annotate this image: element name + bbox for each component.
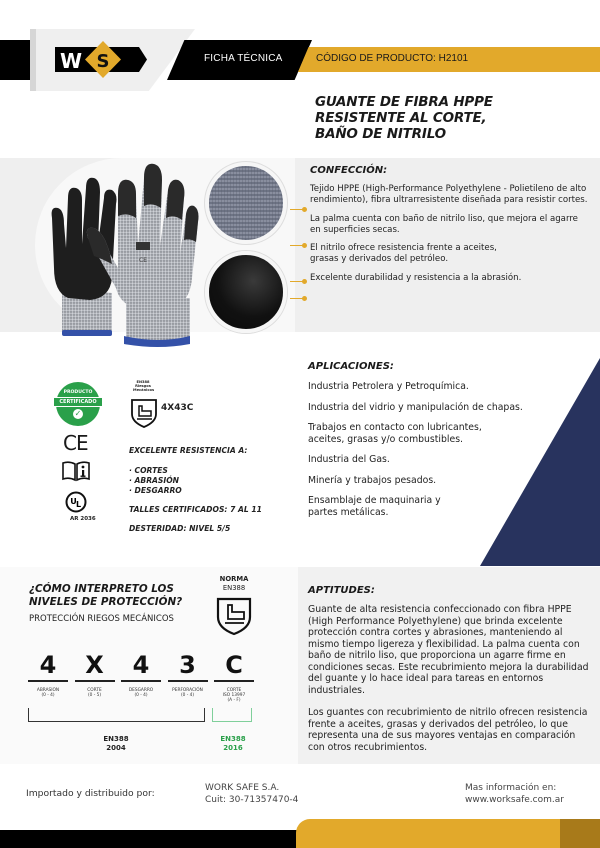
level-abrasion [28, 652, 68, 704]
aplicaciones-heading: APLICACIONES: [308, 361, 394, 372]
aptitudes-body [308, 604, 593, 764]
ul-listed-icon [65, 491, 87, 513]
level-value: C [225, 651, 243, 679]
ws-logo-icon [55, 41, 147, 78]
aplicaciones-item: Industria del vidrio y manipulación de chapas. [308, 401, 523, 413]
dexterity-level: DESTERIDAD: NIVEL 5/5 [129, 524, 231, 533]
badge-line: PRODUCTO [63, 390, 93, 395]
confeccion-item: Excelente durabilidad y resistencia a la abrasión. [310, 272, 522, 283]
level-caption: CORTE (0 - 5) [87, 688, 102, 699]
level-caption: ABRASION (0 - 4) [36, 688, 60, 699]
en388-shield-icon [215, 596, 253, 636]
connector-line [290, 298, 305, 299]
certified-sizes: TALLES CERTIFICADOS: 7 AL 11 [129, 505, 262, 514]
fabric-swatch-texture [209, 166, 283, 240]
bracket-en388-2004 [28, 708, 205, 722]
level-value: 3 [179, 651, 196, 679]
badge-line: CERTIFICADO [54, 397, 102, 407]
aplicaciones-item: Ensamblaje de maquinaria y partes metálicas. [308, 495, 441, 518]
aplicaciones-item: Trabajos en contacto con lubricantes, aceites, grasas y/o combustibles. [308, 422, 482, 445]
en388-shield-icon [130, 398, 158, 428]
company-info [205, 782, 298, 806]
level-cut [75, 652, 115, 704]
check-icon: ✓ [74, 409, 82, 418]
norma-label-line: EN388 [222, 584, 246, 592]
interpret-heading-line: NIVELES DE PROTECCIÓN? [29, 595, 183, 608]
confeccion-list [310, 184, 590, 291]
confeccion-item: Tejido HPPE (High-Performance Polyethylene - Polietileno de alto rendimiento), fibra ultrarresistente diseñada para resistir cortes. [310, 184, 588, 206]
level-tear [121, 652, 161, 704]
aplicaciones-item: Minería y trabajos pesados. [308, 474, 437, 486]
company-name: WORK SAFE S.A. [205, 783, 280, 793]
connector-dot [302, 296, 307, 301]
connector-line [290, 245, 305, 246]
confeccion-item: El nitrilo ofrece resistencia frente a aceites, grasas y derivados del petróleo. [310, 243, 497, 265]
more-info [465, 782, 564, 806]
imported-by-label: Importado y distribuido por: [26, 788, 155, 799]
confeccion-item: La palma cuenta con baño de nitrilo liso, que mejora el agarre en superficies secas. [310, 213, 578, 235]
header-black-bar-left [0, 40, 30, 80]
interpret-heading-line: ¿CÓMO INTERPRETO LOS [29, 583, 174, 595]
resistance-item: · DESGARRO [129, 486, 182, 495]
standard-en388-2004: EN388 2004 [103, 735, 129, 752]
confeccion-heading: CONFECCIÓN: [310, 165, 388, 176]
company-cuit: Cuit: 30-71357470-4 [205, 795, 299, 805]
aplicaciones-item: Industria del Gas. [308, 454, 390, 465]
doc-type-label: FICHA TÉCNICA [204, 53, 283, 64]
website-link[interactable]: www.worksafe.com.ar [465, 795, 564, 805]
resistance-list [129, 466, 182, 496]
svg-text:U: U [70, 497, 77, 506]
svg-text:S: S [96, 51, 110, 72]
interpret-subheading: PROTECCIÓN RIEGOS MECÁNICOS [29, 614, 174, 624]
footer-black-bar [0, 830, 310, 848]
svg-text:L: L [75, 500, 82, 509]
norma-label-line: NORMA [219, 575, 249, 583]
product-code: CÓDIGO DE PRODUCTO: H2101 [316, 53, 469, 64]
protection-levels [28, 652, 254, 704]
aptitudes-heading: APTITUDES: [308, 585, 375, 596]
level-underline [75, 680, 115, 682]
level-underline [28, 680, 68, 682]
level-value: 4 [39, 651, 57, 679]
standard-en388-2016: EN388 2016 [220, 735, 246, 752]
aplicaciones-list [308, 381, 568, 527]
level-caption: DESGARRO (0 - 4) [128, 688, 154, 699]
resistance-item: · ABRASIÓN [129, 476, 180, 485]
glove-product-image [40, 158, 200, 348]
norma-label [214, 575, 254, 593]
svg-text:CE: CE [139, 257, 147, 264]
aplicaciones-item: Industria Petrolera y Petroquímica. [308, 381, 469, 392]
en388-label-line: Mecánicos [133, 388, 155, 392]
level-cut-iso [214, 652, 254, 704]
connector-line [290, 209, 305, 210]
resistance-heading: EXCELENTE RESISTENCIA A: [129, 446, 248, 455]
nitrile-swatch-image [205, 251, 287, 333]
connector-dot [302, 279, 307, 284]
product-title [315, 94, 575, 142]
en388-code: 4X43C [161, 403, 194, 413]
connector-dot [302, 207, 307, 212]
ce-mark-icon: CE [63, 431, 88, 455]
interpret-heading [29, 583, 199, 608]
aptitudes-paragraph: Los guantes con recubrimiento de nitrilo ofrecen resistencia frente a aceites, grasas y derivados del petróleo, lo que representa una de sus mayores ventajas en comparación con otros recubrimientos. [308, 707, 588, 753]
footer-dark-gold-bar [560, 819, 600, 848]
svg-text:W: W [59, 49, 83, 73]
level-underline [168, 680, 208, 682]
en388-label-line: EN388 [136, 380, 150, 384]
en388-label-line: Riesgos [135, 384, 151, 388]
footer-gold-bar [296, 819, 560, 848]
level-caption: CORTE ISO 13997 (A - F) [222, 688, 246, 704]
more-info-label: Mas información en: [465, 783, 557, 793]
product-title-line: GUANTE DE FIBRA HPPE [315, 94, 493, 110]
en388-label [133, 380, 153, 392]
connector-line [290, 281, 305, 282]
product-title-line: BAÑO DE NITRILO [315, 126, 446, 142]
level-puncture [168, 652, 208, 704]
connector-dot [302, 243, 307, 248]
level-value: X [85, 651, 104, 679]
aptitudes-paragraph: Guante de alta resistencia confeccionado con fibra HPPE (High Performance Polyethylene) que brinda excelente protección contra cortes y abrasiones, manteniendo al mismo tiempo ligereza y flexibilidad. La palma cuenta con baño de nitrilo liso, que proporciona un agarre firme en condiciones secas. Este recubrimiento mejora la durabilidad del guante y lo hace ideal para tareas en entornos industriales. [308, 604, 589, 696]
product-title-line: RESISTENTE AL CORTE, [315, 110, 487, 126]
read-manual-icon [61, 460, 91, 482]
resistance-item: · CORTES [129, 466, 168, 475]
certified-product-badge [56, 382, 100, 426]
level-value: 4 [132, 651, 150, 679]
level-underline [121, 680, 161, 682]
ul-code: AR 2036 [70, 516, 96, 522]
bracket-en388-2016 [212, 708, 252, 722]
level-underline [214, 680, 254, 682]
level-caption: PERFORACIÓN (0 - 4) [172, 688, 203, 699]
